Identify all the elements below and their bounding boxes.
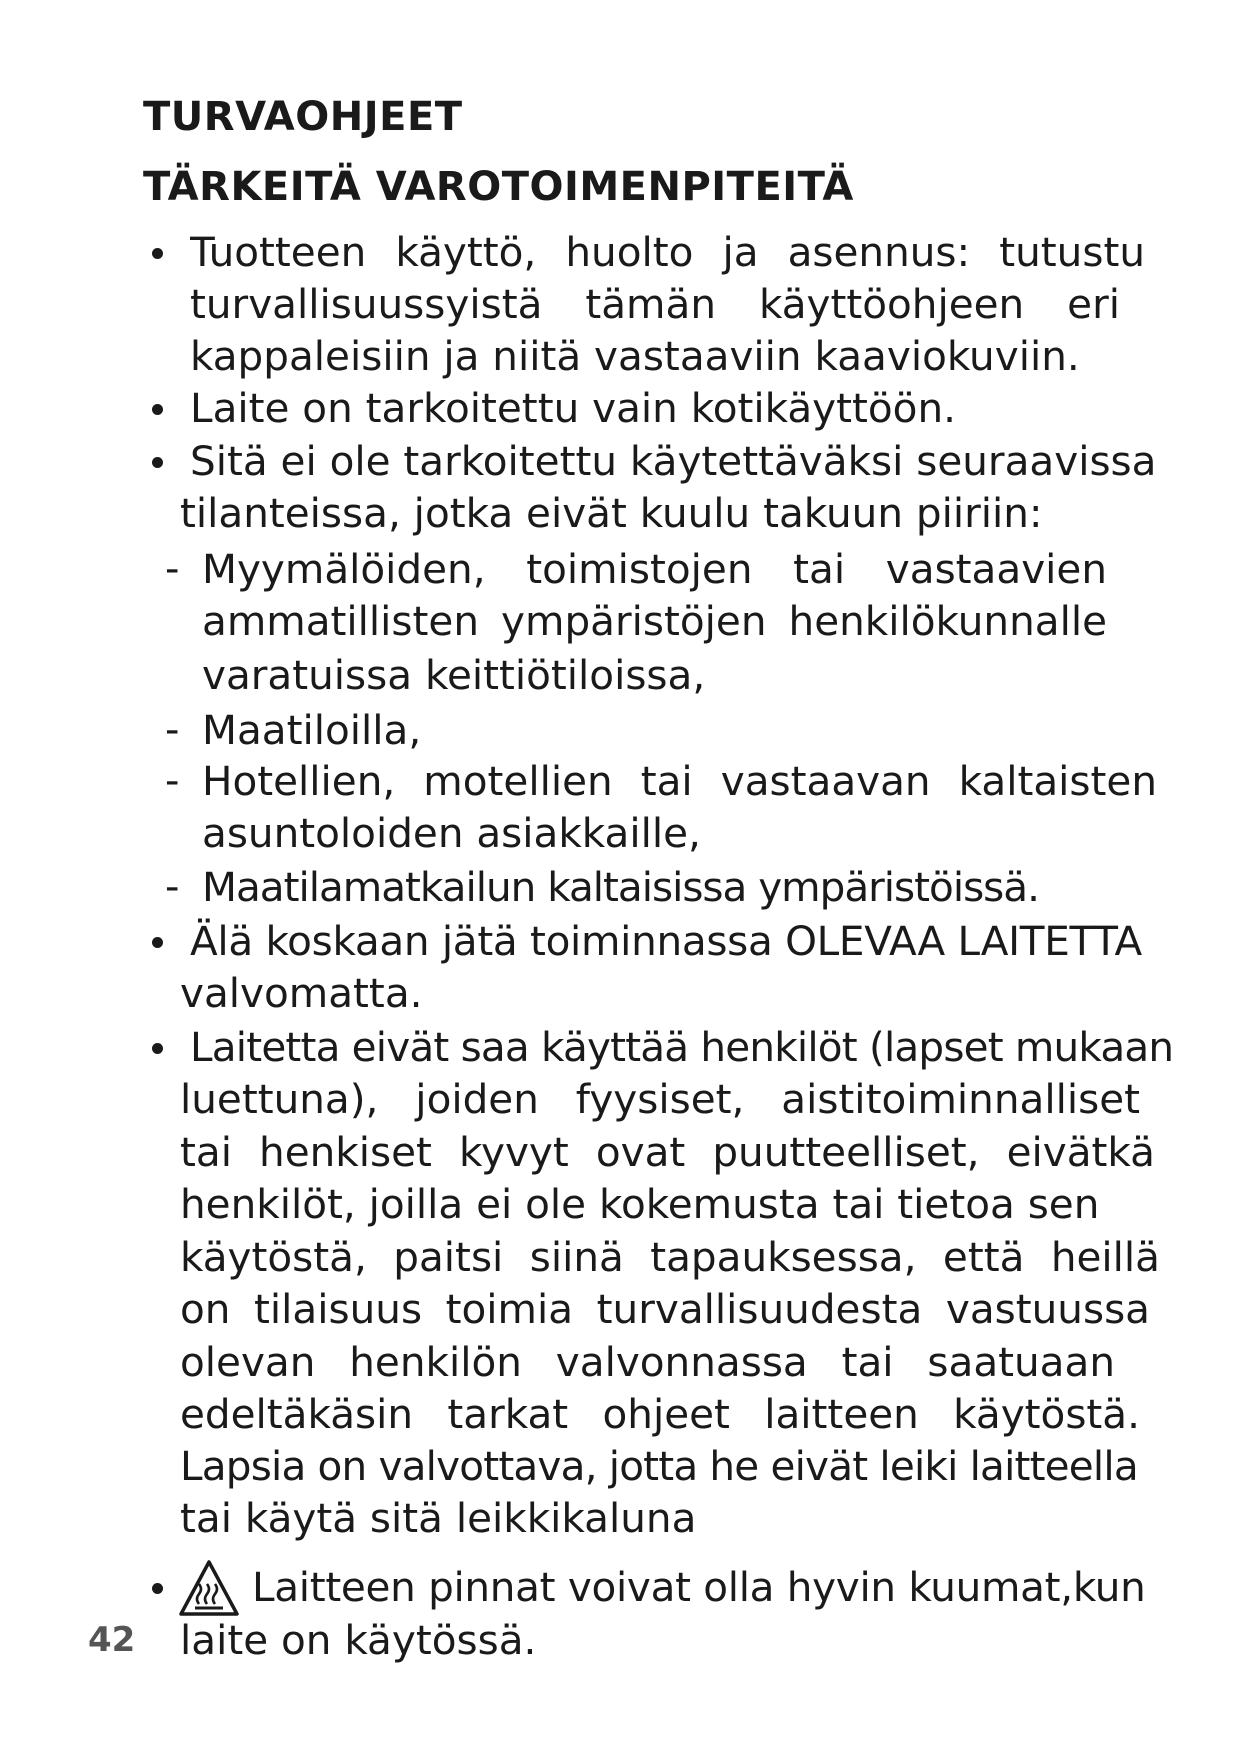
bullet-dot (152, 404, 163, 415)
bullet-dot (152, 1043, 163, 1054)
text-line: Älä koskaan jätä toiminnassa OLEVAA LAITETTA (190, 917, 1142, 965)
text-line: luettuna), joiden fyysiset, aistitoiminnalliset (180, 1075, 1140, 1123)
dash-marker: - (165, 758, 180, 804)
text-line: asuntoloiden asiakkaille, (202, 809, 701, 857)
text-line: Lapsia on valvottava, jotta he eivät leiki laitteella (180, 1442, 1138, 1490)
bullet-dot (152, 937, 163, 948)
bullet-dot (152, 1583, 163, 1594)
text-line: ammatillisten ympäristöjen henkilökunnalle (202, 597, 1107, 645)
text-line: valvomatta. (180, 969, 423, 1017)
bullet-dot (152, 457, 163, 468)
section-title: TURVAOHJEET (143, 94, 463, 140)
dash-marker: - (165, 864, 180, 910)
text-line: Hotellien, motellien tai vastaavan kaltaisten (202, 757, 1157, 805)
text-line: Sitä ei ole tarkoitettu käytettäväksi seuraavissa (190, 437, 1157, 485)
text-line: tilanteissa, jotka eivät kuulu takuun piiriin: (180, 489, 1043, 537)
text-line: henkilöt, joilla ei ole kokemusta tai tietoa sen (180, 1180, 1100, 1228)
text-line: Laite on tarkoitettu vain kotikäyttöön. (190, 384, 956, 432)
dash-marker: - (165, 707, 180, 753)
text-line: turvallisuussyistä tämän käyttöohjeen eri (190, 280, 1120, 328)
text-line: Myymälöiden, toimistojen tai vastaavien (202, 545, 1107, 593)
text-line: kappaleisiin ja niitä vastaaviin kaaviokuviin. (190, 332, 1080, 380)
hot-surface-warning-icon (178, 1559, 240, 1617)
text-line: tai henkiset kyvyt ovat puutteelliset, eivätkä (180, 1128, 1155, 1176)
text-line: Tuotteen käyttö, huolto ja asennus: tutustu (190, 228, 1145, 276)
page-number: 42 (88, 1620, 136, 1660)
text-line: edeltäkäsin tarkat ohjeet laitteen käytöstä. (180, 1390, 1140, 1438)
text-line: laite on käytössä. (180, 1616, 537, 1664)
text-line: käytöstä, paitsi siinä tapauksessa, että heillä (180, 1233, 1160, 1281)
text-line: varatuissa keittiötiloissa, (202, 651, 706, 699)
text-line: Maatilamatkailun kaltaisissa ympäristöissä. (202, 863, 1039, 911)
text-line: Laitteen pinnat voivat olla hyvin kuumat,kun (252, 1563, 1146, 1611)
text-line: Maatiloilla, (202, 706, 422, 754)
section-subtitle: TÄRKEITÄ VAROTOIMENPITEITÄ (143, 164, 854, 210)
text-line: olevan henkilön valvonnassa tai saatuaan (180, 1338, 1115, 1386)
text-line: on tilaisuus toimia turvallisuudesta vastuussa (180, 1285, 1150, 1333)
bullet-dot (152, 248, 163, 259)
text-line: Laitetta eivät saa käyttää henkilöt (lapset mukaan (190, 1023, 1174, 1071)
dash-marker: - (165, 546, 180, 592)
text-line: tai käytä sitä leikkikaluna (180, 1494, 697, 1542)
